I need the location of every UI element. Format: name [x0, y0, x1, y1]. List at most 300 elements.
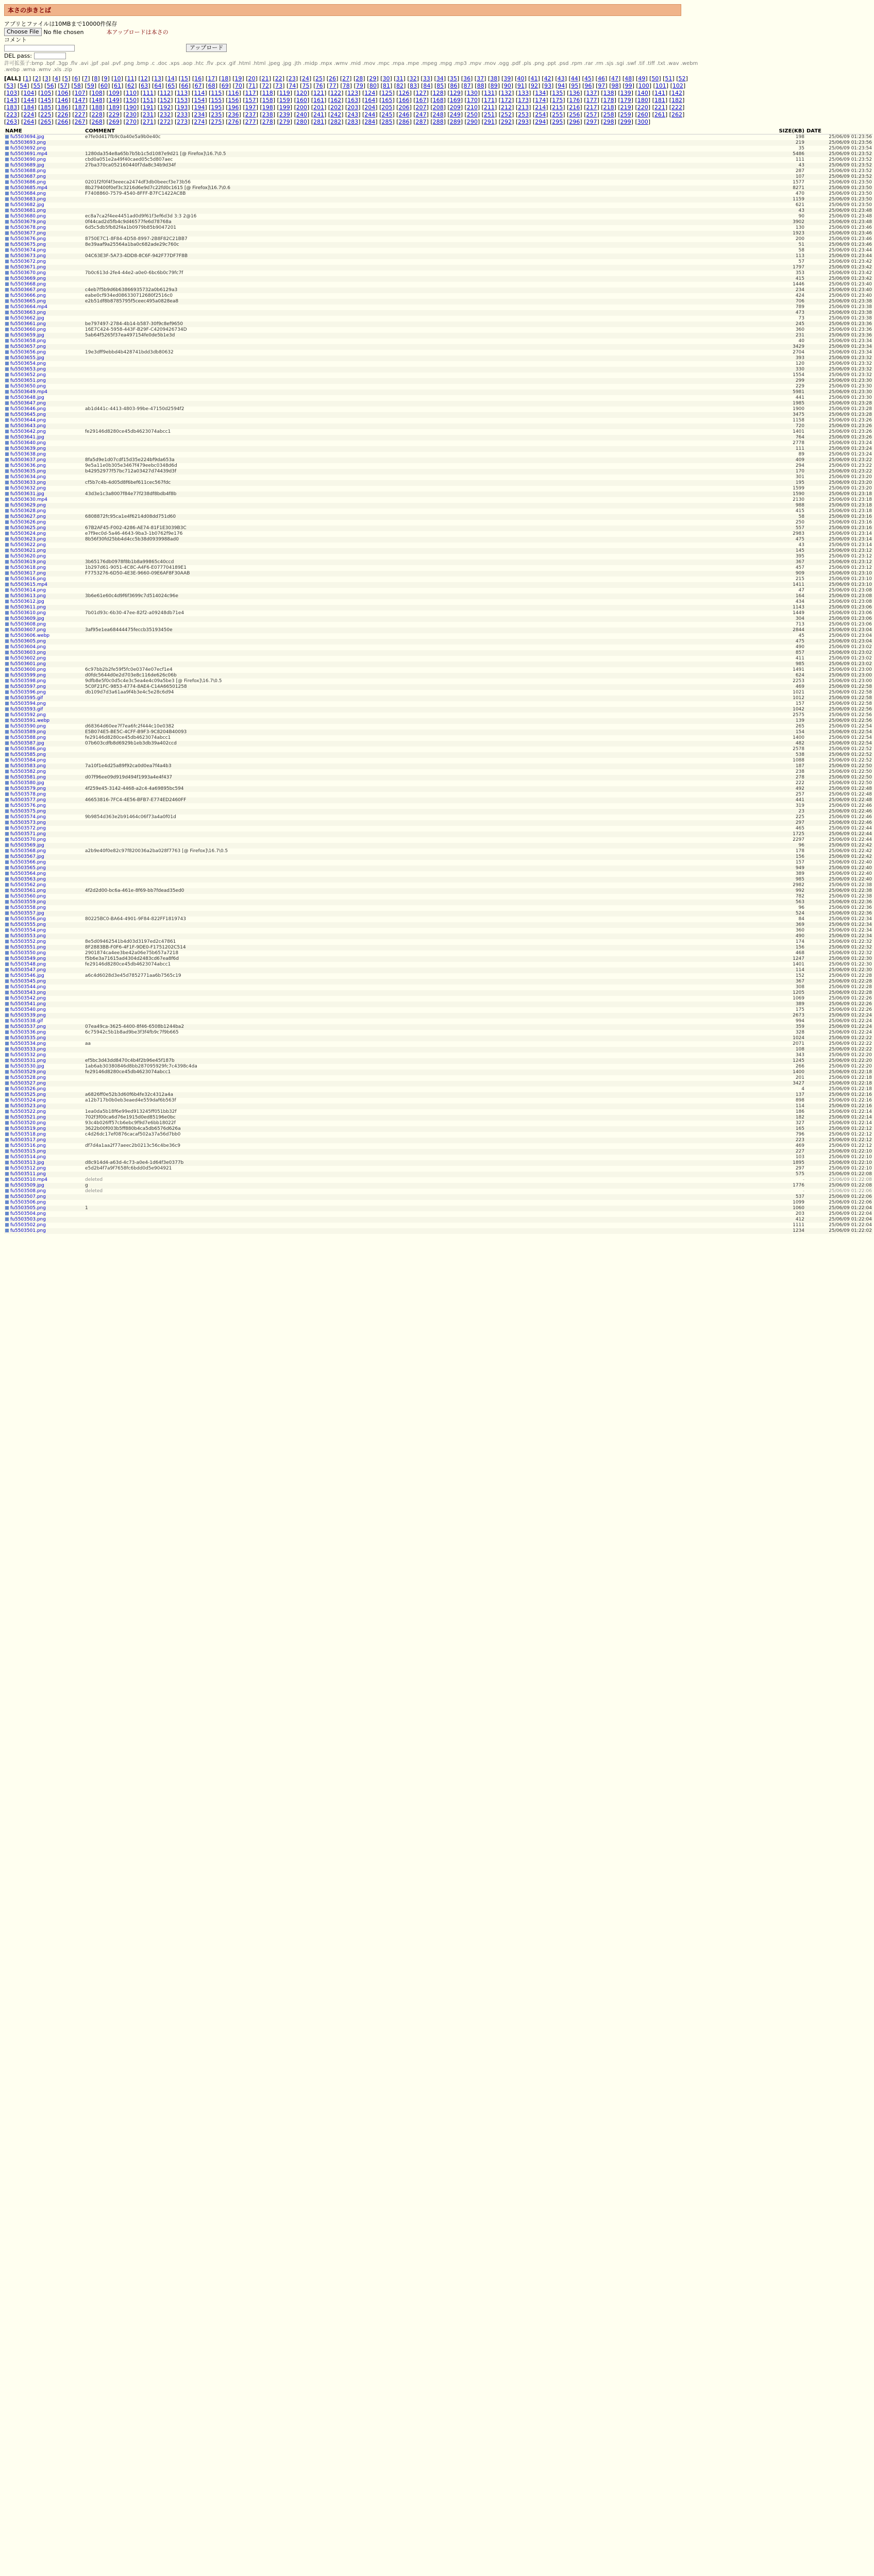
- page-link[interactable]: 198: [262, 104, 273, 111]
- page-link[interactable]: 147: [74, 97, 86, 104]
- file-link[interactable]: fu5503534.png: [10, 1041, 46, 1046]
- page-link[interactable]: 52: [678, 75, 686, 82]
- page-link[interactable]: 193: [177, 104, 188, 111]
- file-link[interactable]: fu5503627.png: [10, 514, 46, 519]
- page-link[interactable]: 203: [347, 104, 359, 111]
- page-link[interactable]: 16: [194, 75, 202, 82]
- file-link[interactable]: fu5503688.png: [10, 168, 46, 174]
- file-link[interactable]: fu5503533.png: [10, 1047, 46, 1052]
- file-link[interactable]: fu5503679.png: [10, 219, 46, 225]
- page-link[interactable]: 63: [141, 82, 148, 89]
- page-link[interactable]: 49: [638, 75, 646, 82]
- page-link[interactable]: 74: [289, 82, 296, 89]
- file-link[interactable]: fu5503654.png: [10, 361, 46, 366]
- page-link[interactable]: 113: [177, 90, 188, 96]
- page-link[interactable]: 139: [620, 90, 631, 96]
- file-link[interactable]: fu5503516.png: [10, 1143, 46, 1148]
- page-link[interactable]: 44: [570, 75, 578, 82]
- file-link[interactable]: fu5503690.png: [10, 157, 46, 162]
- page-link[interactable]: 94: [558, 82, 565, 89]
- file-link[interactable]: fu5503666.png: [10, 293, 46, 298]
- page-link[interactable]: 268: [91, 118, 103, 125]
- page-link[interactable]: 26: [329, 75, 337, 82]
- page-link[interactable]: 86: [450, 82, 458, 89]
- page-link[interactable]: 97: [598, 82, 606, 89]
- file-link[interactable]: fu5503663.png: [10, 310, 46, 315]
- page-link[interactable]: 150: [125, 97, 137, 104]
- file-link[interactable]: fu5503553.png: [10, 934, 46, 939]
- file-link[interactable]: fu5503674.png: [10, 248, 46, 253]
- page-link[interactable]: 66: [181, 82, 189, 89]
- page-link[interactable]: 19: [234, 75, 242, 82]
- page-link[interactable]: 82: [396, 82, 404, 89]
- page-link[interactable]: 282: [330, 118, 342, 125]
- file-link[interactable]: fu5503542.png: [10, 996, 46, 1001]
- file-link[interactable]: fu5503683.png: [10, 197, 46, 202]
- page-link[interactable]: 247: [415, 111, 427, 118]
- page-link[interactable]: 295: [552, 118, 563, 125]
- file-link[interactable]: fu5503568.png: [10, 849, 46, 854]
- file-link[interactable]: fu5503635.png: [10, 469, 46, 474]
- file-link[interactable]: fu5503687.png: [10, 174, 46, 179]
- file-link[interactable]: fu5503659.jpg: [10, 333, 44, 338]
- page-link[interactable]: 175: [552, 97, 563, 104]
- file-link[interactable]: fu5503577.png: [10, 798, 46, 803]
- file-link[interactable]: fu5503573.png: [10, 820, 46, 825]
- page-link[interactable]: 20: [248, 75, 256, 82]
- page-link[interactable]: 76: [315, 82, 323, 89]
- page-link[interactable]: 71: [248, 82, 256, 89]
- page-link[interactable]: 98: [611, 82, 619, 89]
- file-link[interactable]: fu5503603.png: [10, 650, 46, 655]
- page-link[interactable]: 239: [279, 111, 290, 118]
- file-link[interactable]: fu5503530.jpg: [10, 1064, 44, 1069]
- file-link[interactable]: fu5503637.png: [10, 457, 46, 463]
- page-link[interactable]: 109: [108, 90, 120, 96]
- file-link[interactable]: fu5503641.jpg: [10, 435, 44, 440]
- file-link[interactable]: fu5503607.png: [10, 628, 46, 633]
- file-link[interactable]: fu5503646.png: [10, 406, 46, 412]
- page-link[interactable]: 89: [490, 82, 498, 89]
- page-link[interactable]: 249: [449, 111, 461, 118]
- page-link[interactable]: 135: [552, 90, 563, 96]
- file-link[interactable]: fu5503554.png: [10, 928, 46, 933]
- page-link[interactable]: 10: [113, 75, 121, 82]
- page-link[interactable]: 40: [517, 75, 525, 82]
- file-link[interactable]: fu5503522.png: [10, 1109, 46, 1114]
- page-link[interactable]: 140: [637, 90, 648, 96]
- page-link[interactable]: 254: [535, 111, 546, 118]
- page-link[interactable]: 234: [194, 111, 205, 118]
- file-link[interactable]: fu5503531.png: [10, 1058, 46, 1063]
- page-link[interactable]: 207: [415, 104, 427, 111]
- page-link[interactable]: 84: [423, 82, 431, 89]
- page-link[interactable]: 243: [347, 111, 359, 118]
- file-link[interactable]: fu5503657.png: [10, 344, 46, 349]
- file-link[interactable]: fu5503559.png: [10, 900, 46, 905]
- page-link[interactable]: 199: [279, 104, 290, 111]
- page-link[interactable]: 197: [245, 104, 256, 111]
- page-link[interactable]: 252: [501, 111, 512, 118]
- page-link[interactable]: 64: [154, 82, 162, 89]
- page-link[interactable]: 48: [625, 75, 632, 82]
- file-link[interactable]: fu5503582.png: [10, 769, 46, 774]
- file-link[interactable]: fu5503621.png: [10, 548, 46, 553]
- page-link[interactable]: 33: [423, 75, 430, 82]
- file-link[interactable]: fu5503590.png: [10, 724, 46, 729]
- page-link[interactable]: 164: [364, 97, 376, 104]
- page-link[interactable]: 3: [44, 75, 48, 82]
- page-link[interactable]: 21: [261, 75, 269, 82]
- page-link[interactable]: 169: [449, 97, 461, 104]
- page-link[interactable]: 102: [672, 82, 683, 89]
- page-link[interactable]: 93: [544, 82, 552, 89]
- file-link[interactable]: fu5503597.png: [10, 684, 46, 689]
- page-link[interactable]: 216: [569, 104, 580, 111]
- file-link[interactable]: fu5503681.png: [10, 208, 46, 213]
- page-link[interactable]: 81: [382, 82, 390, 89]
- page-link[interactable]: 173: [518, 97, 529, 104]
- page-link[interactable]: 180: [637, 97, 648, 104]
- file-link[interactable]: fu5503585.png: [10, 752, 46, 757]
- page-link[interactable]: 277: [245, 118, 256, 125]
- file-link[interactable]: fu5503606.webp: [10, 633, 50, 638]
- page-link[interactable]: 80: [369, 82, 377, 89]
- page-link[interactable]: 280: [296, 118, 307, 125]
- file-link[interactable]: fu5503504.png: [10, 1211, 46, 1216]
- page-link[interactable]: 88: [477, 82, 484, 89]
- page-link[interactable]: 152: [160, 97, 171, 104]
- page-link[interactable]: 202: [330, 104, 342, 111]
- page-link[interactable]: 134: [535, 90, 546, 96]
- page-link[interactable]: 112: [160, 90, 171, 96]
- file-link[interactable]: fu5503618.png: [10, 565, 46, 570]
- page-link[interactable]: 208: [432, 104, 444, 111]
- page-link[interactable]: 132: [501, 90, 512, 96]
- file-link[interactable]: fu5503622.png: [10, 543, 46, 548]
- page-link[interactable]: 148: [91, 97, 103, 104]
- page-link[interactable]: 154: [194, 97, 205, 104]
- page-link[interactable]: 158: [262, 97, 273, 104]
- page-link[interactable]: 178: [603, 97, 614, 104]
- page-link[interactable]: 286: [398, 118, 410, 125]
- page-link[interactable]: 285: [381, 118, 393, 125]
- file-link[interactable]: fu5503570.png: [10, 837, 46, 842]
- page-link[interactable]: 210: [466, 104, 478, 111]
- page-link[interactable]: 157: [245, 97, 256, 104]
- file-link[interactable]: fu5503572.png: [10, 826, 46, 831]
- page-link[interactable]: 258: [603, 111, 614, 118]
- page-link[interactable]: 192: [160, 104, 171, 111]
- file-link[interactable]: fu5503511.png: [10, 1172, 46, 1177]
- file-link[interactable]: fu5503547.png: [10, 968, 46, 973]
- page-link[interactable]: 206: [398, 104, 410, 111]
- page-link[interactable]: 215: [552, 104, 563, 111]
- file-link[interactable]: fu5503647.png: [10, 401, 46, 406]
- page-link[interactable]: 296: [569, 118, 580, 125]
- file-link[interactable]: fu5503672.png: [10, 259, 46, 264]
- file-link[interactable]: fu5503689.jpg: [10, 163, 44, 168]
- page-link[interactable]: 39: [503, 75, 511, 82]
- page-link[interactable]: 131: [483, 90, 495, 96]
- page-link[interactable]: 226: [57, 111, 69, 118]
- page-link[interactable]: 34: [436, 75, 444, 82]
- page-link[interactable]: 141: [654, 90, 665, 96]
- page-link[interactable]: 5: [64, 75, 69, 82]
- page-link[interactable]: 256: [569, 111, 580, 118]
- file-link[interactable]: fu5503658.png: [10, 338, 46, 344]
- file-link[interactable]: fu5503549.png: [10, 956, 46, 961]
- file-link[interactable]: fu5503652.png: [10, 372, 46, 378]
- page-link[interactable]: 126: [398, 90, 410, 96]
- file-link[interactable]: fu5503575.png: [10, 809, 46, 814]
- file-link[interactable]: fu5503677.png: [10, 231, 46, 236]
- page-link[interactable]: 266: [57, 118, 69, 125]
- page-link[interactable]: 130: [466, 90, 478, 96]
- file-link[interactable]: fu5503594.png: [10, 701, 46, 706]
- page-link[interactable]: 186: [57, 104, 69, 111]
- file-link[interactable]: fu5503544.png: [10, 985, 46, 990]
- page-link[interactable]: 219: [620, 104, 631, 111]
- file-link[interactable]: fu5503557.jpg: [10, 911, 44, 916]
- file-link[interactable]: fu5503580.jpg: [10, 781, 44, 786]
- page-link[interactable]: 297: [586, 118, 597, 125]
- page-link[interactable]: 260: [637, 111, 648, 118]
- file-link[interactable]: fu5503552.png: [10, 939, 46, 944]
- page-link[interactable]: 278: [262, 118, 273, 125]
- page-link[interactable]: 46: [597, 75, 605, 82]
- page-link[interactable]: 87: [463, 82, 471, 89]
- page-link[interactable]: 265: [40, 118, 52, 125]
- page-link[interactable]: 127: [415, 90, 427, 96]
- page-link[interactable]: 25: [315, 75, 323, 82]
- page-link[interactable]: 31: [396, 75, 404, 82]
- file-link[interactable]: fu5503617.png: [10, 571, 46, 576]
- file-link[interactable]: fu5503605.png: [10, 639, 46, 644]
- page-link[interactable]: 55: [33, 82, 41, 89]
- file-link[interactable]: fu5503626.png: [10, 520, 46, 525]
- file-link[interactable]: fu5503565.png: [10, 866, 46, 871]
- page-link[interactable]: 41: [530, 75, 538, 82]
- page-link[interactable]: 205: [381, 104, 393, 111]
- file-link[interactable]: fu5503586.png: [10, 747, 46, 752]
- page-link[interactable]: 160: [296, 97, 307, 104]
- page-link[interactable]: 238: [262, 111, 273, 118]
- page-link[interactable]: 261: [654, 111, 665, 118]
- page-link[interactable]: 181: [654, 97, 665, 104]
- page-link[interactable]: 288: [432, 118, 444, 125]
- site-title[interactable]: 本さの歩きとば: [8, 7, 52, 14]
- page-link[interactable]: 255: [552, 111, 563, 118]
- page-link[interactable]: 240: [296, 111, 307, 118]
- file-link[interactable]: fu5503584.png: [10, 758, 46, 763]
- page-link[interactable]: 230: [125, 111, 137, 118]
- page-link[interactable]: 144: [23, 97, 35, 104]
- page-link[interactable]: 196: [228, 104, 239, 111]
- page-link[interactable]: 195: [211, 104, 222, 111]
- page-link[interactable]: 43: [557, 75, 565, 82]
- file-link[interactable]: fu5503588.png: [10, 735, 46, 740]
- page-link[interactable]: 13: [154, 75, 161, 82]
- page-link[interactable]: 200: [296, 104, 307, 111]
- file-link[interactable]: fu5503644.png: [10, 418, 46, 423]
- file-link[interactable]: fu5503661.png: [10, 321, 46, 327]
- file-link[interactable]: fu5503545.png: [10, 979, 46, 984]
- file-link[interactable]: fu5503513.jpg: [10, 1160, 44, 1165]
- file-link[interactable]: fu5503623.png: [10, 537, 46, 542]
- file-link[interactable]: fu5503633.png: [10, 480, 46, 485]
- page-link[interactable]: 153: [177, 97, 188, 104]
- page-link[interactable]: 95: [571, 82, 579, 89]
- file-link[interactable]: fu5503649.mp4: [10, 389, 48, 395]
- page-link[interactable]: 171: [483, 97, 495, 104]
- page-link[interactable]: 281: [313, 118, 324, 125]
- page-link[interactable]: 177: [586, 97, 597, 104]
- page-link[interactable]: 143: [6, 97, 18, 104]
- file-link[interactable]: fu5503578.png: [10, 792, 46, 797]
- page-link[interactable]: 149: [108, 97, 120, 104]
- page-link[interactable]: 267: [74, 118, 86, 125]
- page-link[interactable]: 168: [432, 97, 444, 104]
- page-link[interactable]: 221: [654, 104, 665, 111]
- page-link[interactable]: 54: [20, 82, 27, 89]
- file-link[interactable]: fu5503571.png: [10, 832, 46, 837]
- page-link[interactable]: 27: [342, 75, 350, 82]
- page-link[interactable]: 163: [347, 97, 359, 104]
- page-link[interactable]: 224: [23, 111, 35, 118]
- file-link[interactable]: fu5503536.png: [10, 1030, 46, 1035]
- page-link[interactable]: 15: [181, 75, 189, 82]
- file-link[interactable]: fu5503566.png: [10, 860, 46, 865]
- page-link[interactable]: 42: [544, 75, 551, 82]
- page-link[interactable]: 237: [245, 111, 256, 118]
- file-link[interactable]: fu5503589.png: [10, 730, 46, 735]
- page-link[interactable]: 273: [177, 118, 188, 125]
- page-link[interactable]: 137: [586, 90, 597, 96]
- page-link[interactable]: 56: [46, 82, 54, 89]
- page-link[interactable]: 253: [518, 111, 529, 118]
- page-link[interactable]: 122: [330, 90, 342, 96]
- page-link[interactable]: 214: [535, 104, 546, 111]
- page-link[interactable]: 99: [625, 82, 632, 89]
- file-link[interactable]: fu5503598.png: [10, 679, 46, 684]
- page-link[interactable]: 117: [245, 90, 256, 96]
- page-link[interactable]: 211: [483, 104, 495, 111]
- file-link[interactable]: fu5503642.png: [10, 429, 46, 434]
- upload-button[interactable]: アップロード: [186, 44, 227, 52]
- page-link[interactable]: 35: [449, 75, 457, 82]
- page-link[interactable]: 9: [104, 75, 108, 82]
- file-link[interactable]: fu5503507.png: [10, 1194, 46, 1199]
- page-link[interactable]: 58: [73, 82, 81, 89]
- file-link[interactable]: fu5503636.png: [10, 463, 46, 468]
- delete-pass-input[interactable]: [34, 53, 66, 59]
- file-link[interactable]: fu5503610.png: [10, 611, 46, 616]
- file-link[interactable]: fu5503576.png: [10, 803, 46, 808]
- page-link[interactable]: 100: [638, 82, 649, 89]
- page-link[interactable]: 115: [211, 90, 222, 96]
- page-link[interactable]: 62: [127, 82, 135, 89]
- page-link[interactable]: 228: [91, 111, 103, 118]
- page-link[interactable]: 291: [483, 118, 495, 125]
- file-link[interactable]: fu5503619.png: [10, 560, 46, 565]
- page-link[interactable]: 7: [84, 75, 88, 82]
- page-link[interactable]: 236: [228, 111, 239, 118]
- page-link[interactable]: 262: [671, 111, 682, 118]
- page-link[interactable]: 187: [74, 104, 86, 111]
- page-link[interactable]: 110: [125, 90, 137, 96]
- page-link[interactable]: 294: [535, 118, 546, 125]
- page-link[interactable]: 170: [466, 97, 478, 104]
- file-link[interactable]: fu5503548.png: [10, 962, 46, 967]
- file-link[interactable]: fu5503609.jpg: [10, 616, 44, 621]
- page-link[interactable]: 1: [25, 75, 29, 82]
- file-link[interactable]: fu5503611.png: [10, 605, 46, 610]
- file-link[interactable]: fu5503562.png: [10, 883, 46, 888]
- page-link[interactable]: 220: [637, 104, 648, 111]
- page-link[interactable]: 172: [501, 97, 512, 104]
- page-link[interactable]: 188: [91, 104, 103, 111]
- file-link[interactable]: fu5503640.png: [10, 440, 46, 446]
- file-link[interactable]: fu5503515.png: [10, 1149, 46, 1154]
- file-link[interactable]: fu5503600.png: [10, 667, 46, 672]
- page-link[interactable]: 204: [364, 104, 376, 111]
- file-link[interactable]: fu5503514.png: [10, 1155, 46, 1160]
- page-link[interactable]: 283: [347, 118, 359, 125]
- page-link[interactable]: 67: [194, 82, 202, 89]
- page-link[interactable]: 151: [143, 97, 154, 104]
- page-link[interactable]: 145: [40, 97, 52, 104]
- page-link[interactable]: 50: [651, 75, 659, 82]
- page-link[interactable]: 290: [466, 118, 478, 125]
- file-link[interactable]: fu5503614.png: [10, 588, 46, 593]
- file-link[interactable]: fu5503525.png: [10, 1092, 46, 1097]
- page-link[interactable]: 231: [143, 111, 154, 118]
- page-link[interactable]: 65: [167, 82, 175, 89]
- page-link[interactable]: 299: [620, 118, 631, 125]
- file-link[interactable]: fu5503561.png: [10, 888, 46, 893]
- file-link[interactable]: fu5503624.png: [10, 531, 46, 536]
- page-link[interactable]: 248: [432, 111, 444, 118]
- page-link[interactable]: 167: [415, 97, 427, 104]
- file-link[interactable]: fu5503550.png: [10, 951, 46, 956]
- page-link[interactable]: 194: [194, 104, 205, 111]
- file-link[interactable]: fu5503512.png: [10, 1166, 46, 1171]
- page-link[interactable]: 274: [194, 118, 205, 125]
- file-link[interactable]: fu5503615.mp4: [10, 582, 48, 587]
- page-link[interactable]: 292: [501, 118, 512, 125]
- file-link[interactable]: fu5503532.png: [10, 1053, 46, 1058]
- page-link[interactable]: 213: [518, 104, 529, 111]
- page-link[interactable]: 32: [409, 75, 417, 82]
- file-link[interactable]: fu5503564.png: [10, 871, 46, 876]
- page-link[interactable]: 75: [302, 82, 310, 89]
- page-link[interactable]: 162: [330, 97, 342, 104]
- page-link[interactable]: 119: [279, 90, 290, 96]
- file-link[interactable]: fu5503662.jpg: [10, 316, 44, 321]
- page-link[interactable]: 85: [436, 82, 444, 89]
- page-link[interactable]: 38: [490, 75, 498, 82]
- file-link[interactable]: fu5503567.jpg: [10, 854, 44, 859]
- page-link[interactable]: 69: [221, 82, 229, 89]
- page-link[interactable]: 124: [364, 90, 376, 96]
- file-link[interactable]: fu5503558.png: [10, 905, 46, 910]
- page-link[interactable]: 30: [382, 75, 390, 82]
- page-link[interactable]: 270: [125, 118, 137, 125]
- page-link[interactable]: 68: [208, 82, 215, 89]
- file-link[interactable]: fu5503518.png: [10, 1132, 46, 1137]
- file-link[interactable]: fu5503694.jpg: [10, 134, 44, 140]
